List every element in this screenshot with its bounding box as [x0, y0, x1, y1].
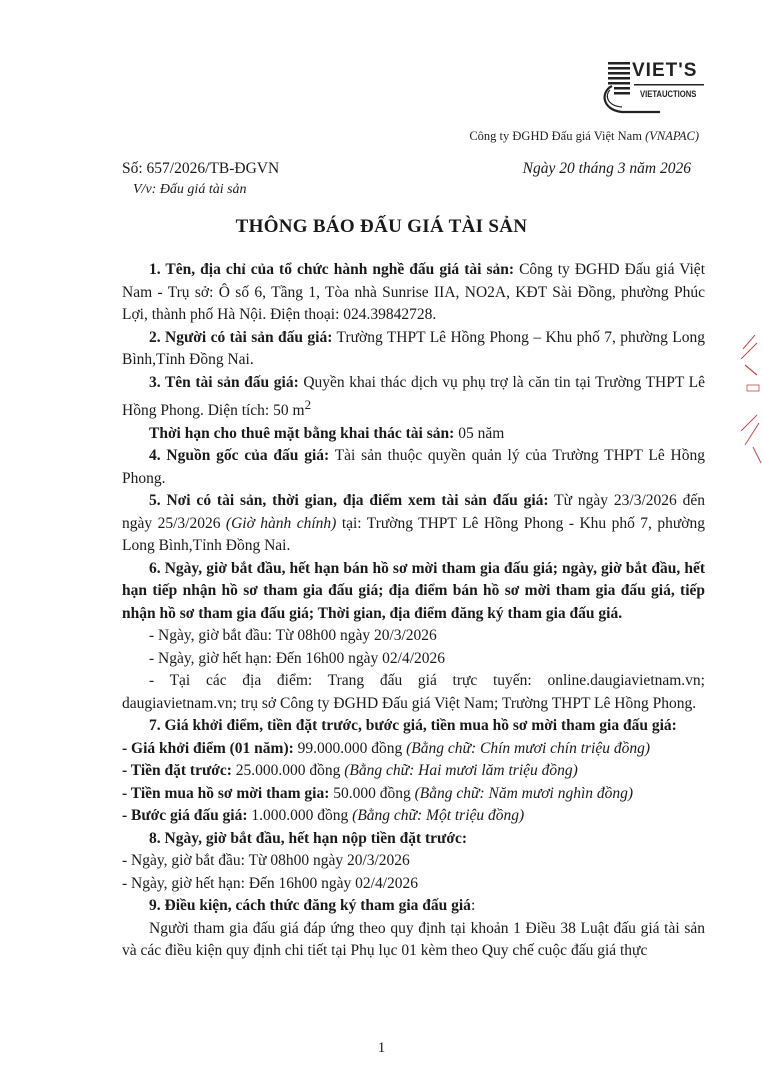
- section-5-label: 5. Nơi có tài sản, thời gian, địa điểm xem tài sản đấu giá:: [149, 492, 549, 510]
- company-logo: [600, 58, 705, 120]
- deposit-item: [122, 760, 705, 783]
- price-item-label: - Giá khởi điểm (01 năm):: [122, 739, 294, 757]
- logo-name: VIET'S: [632, 60, 698, 81]
- section-9-colon: :: [470, 897, 476, 915]
- logo-subtitle: VIETAUCTIONS: [640, 89, 697, 99]
- price-item-words: (Bằng chữ: Chín mươi chín triệu đồng): [406, 739, 651, 757]
- section-6-end: - Ngày, giờ hết hạn: Đến 16h00 ngày 02/4/2026: [149, 649, 446, 667]
- page-title: THÔNG BÁO ĐẤU GIÁ TÀI SẢN: [235, 216, 528, 237]
- section-2: [122, 327, 705, 372]
- section-6: [122, 558, 705, 626]
- section-3-lease-label: Thời hạn cho thuê mặt bằng khai thác tài sản:: [149, 424, 455, 442]
- document-body: [122, 259, 705, 963]
- section-3-lease: [122, 423, 705, 446]
- price-item-value: 99.000.000 đồng: [293, 739, 407, 757]
- section-4: [122, 445, 705, 490]
- section-4-label: 4. Nguồn gốc của đấu giá:: [149, 447, 330, 465]
- section-5-text-1: Từ ngày 23/3/2026 đến ngày 25/3/2026: [122, 492, 705, 532]
- document-subject: V/v: Đấu giá tài sản: [133, 182, 247, 197]
- section-6-start: - Ngày, giờ bắt đầu: Từ 08h00 ngày 20/3/2026: [149, 627, 437, 645]
- dossier-fee-item: [122, 783, 705, 806]
- section-7: [122, 715, 705, 738]
- deposit-item-words: (Bằng chữ: Hai mươi lăm triệu đồng): [344, 762, 578, 780]
- section-5-italic: (Giờ hành chính): [225, 514, 337, 532]
- company-line: [469, 129, 699, 144]
- section-3-label: 3. Tên tài sản đấu giá:: [149, 373, 299, 391]
- document-date: Ngày 20 tháng 3 năm 2026: [522, 160, 691, 177]
- bid-step-item-words: (Bằng chữ: Một triệu đồng): [352, 807, 525, 825]
- section-3-text: Quyền khai thác dịch vụ phụ trợ là căn tin tại Trường THPT Lê Hồng Phong. Diện tích: 50 m: [122, 373, 706, 420]
- page-number: 1: [377, 1040, 386, 1056]
- section-2-text: Trường THPT Lê Hồng Phong – Khu phố 7, phường Long Bình,Tỉnh Đồng Nai.: [122, 328, 706, 368]
- section-4-text: Tài sản thuộc quyền quản lý của Trường THPT Lê Hồng Phong.: [122, 447, 705, 487]
- section-6-place: - Tại các địa điểm: Trang đấu giá trực tuyến: online.daugiavietnam.vn; daugiavietnam.vn; trụ sở Công ty ĐGHD Đấu giá Việt Nam; Trường THPT Lê Hồng Phong.: [122, 672, 705, 712]
- deposit-item-value: 25.000.000 đồng: [231, 762, 345, 780]
- bid-step-item-label: - Bước giá đấu giá:: [122, 807, 248, 825]
- deposit-item-label: - Tiền đặt trước:: [122, 762, 232, 780]
- dossier-fee-item-label: - Tiền mua hồ sơ mời tham gia:: [122, 784, 330, 802]
- section-1-label: 1. Tên, địa chỉ của tổ chức hành nghề đấu giá tài sản:: [149, 261, 515, 278]
- bid-step-item: [122, 805, 705, 828]
- section-8-label: 8. Ngày, giờ bắt đầu, hết hạn nộp tiền đặt trước:: [149, 829, 467, 847]
- section-2-label: 2. Người có tài sản đấu giá:: [149, 328, 333, 346]
- section-9: [122, 895, 705, 918]
- seal-fragment-icon: [735, 335, 763, 465]
- section-8-start: - Ngày, giờ bắt đầu: Từ 08h00 ngày 20/3/2026: [122, 852, 410, 870]
- bid-step-item-value: 1.000.000 đồng: [247, 807, 353, 825]
- section-5: [122, 490, 705, 558]
- dossier-fee-item-words: (Bằng chữ: Năm mươi nghìn đồng): [414, 784, 634, 802]
- section-1: [122, 259, 705, 327]
- section-9-text: Người tham gia đấu giá đáp ứng theo quy định tại khoản 1 Điều 38 Luật đấu giá tài sản và các điều kiện quy định chi tiết tại Phụ lục 01 kèm theo Quy chế cuộc đấu giá thực: [122, 919, 705, 960]
- section-7-label: 7. Giá khởi điểm, tiền đặt trước, bước giá, tiền mua hồ sơ mời tham gia đấu giá:: [149, 717, 677, 735]
- company-abbr: (VNAPAC): [645, 129, 699, 143]
- section-3: [122, 372, 705, 423]
- section-3-sup: 2: [304, 397, 312, 412]
- price-item: [122, 738, 705, 761]
- dossier-fee-item-value: 50.000 đồng: [329, 784, 415, 802]
- section-5-text-2: tại: Trường THPT Lê Hồng Phong - Khu phố 7, phường Long Bình,Tỉnh Đồng Nai.: [122, 514, 705, 555]
- section-8-end: - Ngày, giờ hết hạn: Đến 16h00 ngày 02/4/2026: [122, 874, 419, 892]
- section-1-text: Công ty ĐGHD Đấu giá Việt Nam - Trụ sở: Ô số 6, Tầng 1, Tòa nhà Sunrise IIA, NO2A, KĐT Sài Đồng, phường Phúc Lợi, thành phố Hà Nội. Điện thoại: 024.39842728.: [122, 261, 705, 323]
- section-8: [122, 828, 705, 851]
- section-9-label: 9. Điều kiện, cách thức đăng ký tham gia đấu giá: [149, 897, 471, 915]
- section-6-label: 6. Ngày, giờ bắt đầu, hết hạn bán hồ sơ mời tham gia đấu giá; ngày, giờ bắt đầu, hết hạn tiếp nhận hồ sơ tham gia đấu giá; địa điểm bán hồ sơ mời tham gia đấu giá, tiếp nhận hồ sơ tham gia đấu giá; Thời gian, địa điểm đăng ký tham gia đấu giá.: [122, 559, 705, 622]
- company-name: Công ty ĐGHD Đấu giá Việt Nam: [469, 129, 642, 143]
- section-3-lease-text: 05 năm: [454, 424, 505, 442]
- document-number: Số: 657/2026/TB-ĐGVN: [122, 160, 280, 177]
